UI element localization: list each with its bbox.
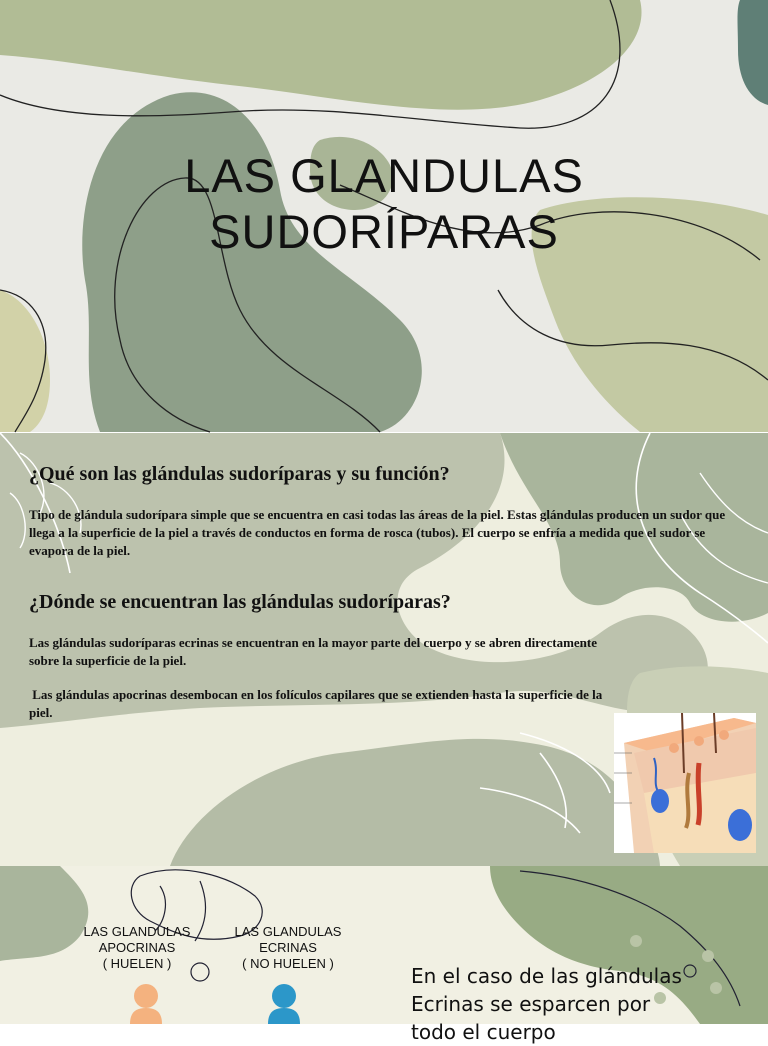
eccrine-label [213,924,363,972]
question-what-heading: ¿Qué son las glándulas sudoríparas y su función? [29,463,450,485]
apocrine-paragraph: Las glándulas apocrinas desembocan en los folículos capilares que se extienden hasta la superficie de la piel. [29,687,606,720]
eccrine-description-line-3: todo el cuerpo [411,1020,556,1044]
eccrine-description-line-2: Ecrinas se esparcen por [411,992,651,1016]
eccrine-label-line-2: ECRINAS [259,940,317,955]
apocrine-label-line-3: ( HUELEN ) [102,956,172,971]
person-blue-icon [262,982,306,1024]
eccrine-paragraph: Las glándulas sudoríparas ecrinas se encuentran en la mayor parte del cuerpo y se abren directamente sobre la superficie de la piel. [29,635,598,668]
comparison-slide [0,866,768,1044]
apocrine-label-line-1: LAS GLANDULAS [83,924,191,939]
apocrine-label-line-2: APOCRINAS [98,940,176,955]
eccrine-label-line-1: LAS GLANDULAS [234,924,342,939]
person-orange-icon [124,982,168,1024]
title-line-2: SUDORÍPARAS [209,205,559,258]
skin-diagram-image [614,713,756,853]
eccrine-label-line-3: ( NO HUELEN ) [242,956,334,971]
question-where-heading: ¿Dónde se encuentran las glándulas sudoríparas? [29,591,451,613]
title-slide [0,0,768,432]
title-line-1: LAS GLANDULAS [184,149,584,202]
page-title [0,148,768,260]
eccrine-description [411,962,751,1046]
function-paragraph: Tipo de glándula sudorípara simple que se encuentra en casi todas las áreas de la piel. Estas glándulas producen un sudor que llega a la superficie de la piel a través de conductos en forma de rosca (tubos). El cuerpo se enfría a medida que el sudor se evapora de la piel. [29,507,726,558]
info-slide [0,433,768,866]
apocrine-label [62,924,212,972]
eccrine-description-line-1: En el caso de las glándulas [411,964,682,988]
